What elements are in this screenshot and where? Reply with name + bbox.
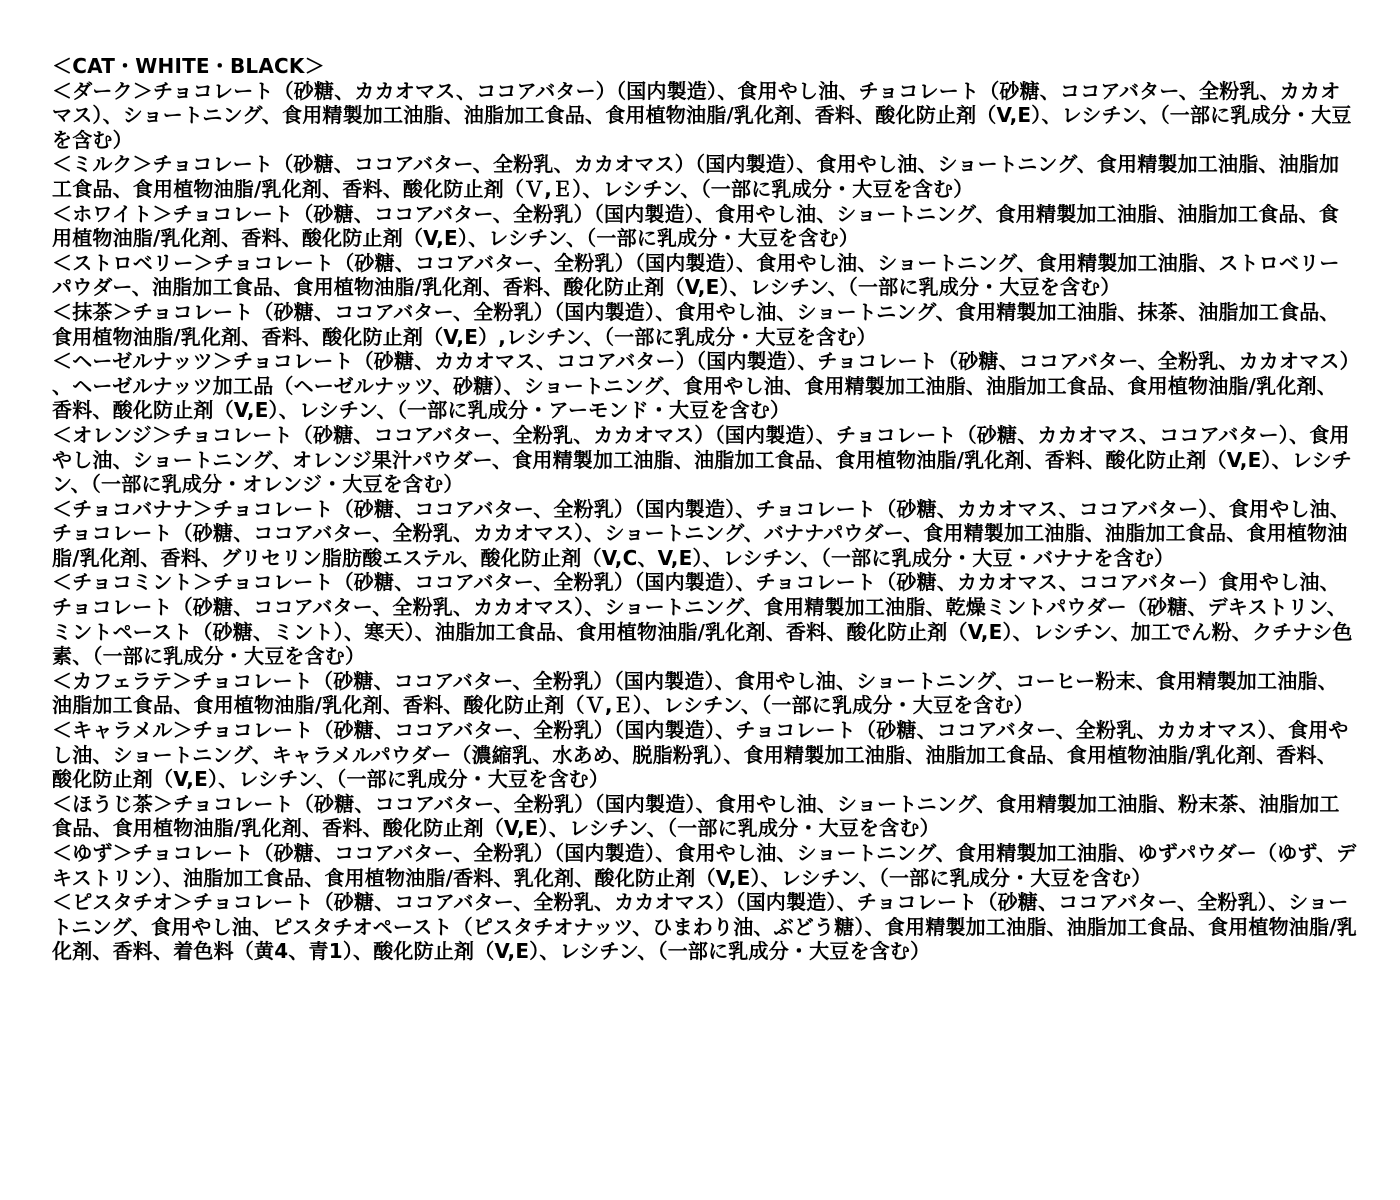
ingredient-entry-caramel: ＜キャラメル＞チョコレート（砂糖、ココアバター、全粉乳）（国内製造）、チョコレート（砂糖、ココアバター、全粉乳、カカオマス）、食用やし油、ショートニング、キャラメルパウダー（濃縮乳、水あめ、脱脂粉乳）、食用精製加工油脂、油脂加工食品、食用植物油脂/乳化剤、香料、酸化防止剤（V,E）、レシチン、（一部に乳成分・大豆を含む） xyxy=(52,718,1349,792)
ingredient-entry-cafe-latte: ＜カフェラテ＞チョコレート（砂糖、ココアバター、全粉乳）（国内製造）、食用やし油、ショートニング、コーヒー粉末、食用精製加工油脂、油脂加工食品、食用植物油脂/乳化剤、香料、酸化防止剤（Ｖ,Ｅ）、レシチン、（一部に乳成分・大豆を含む） xyxy=(52,668,1338,718)
ingredient-list xyxy=(52,79,1357,964)
ingredient-entry-white: ＜ホワイト＞チョコレート（砂糖、ココアバター、全粉乳）（国内製造）、食用やし油、ショートニング、食用精製加工油脂、油脂加工食品、食用植物油脂/乳化剤、香料、酸化防止剤（V,E）、レシチン、（一部に乳成分・大豆を含む） xyxy=(52,201,1339,251)
ingredient-entry-yuzu: ＜ゆず＞チョコレート（砂糖、ココアバター、全粉乳）（国内製造）、食用やし油、ショートニング、食用精製加工油脂、ゆずパウダー（ゆず、デキストリン）、油脂加工食品、食用植物油脂/香料、乳化剤、酸化防止剤（V,E）、レシチン、（一部に乳成分・大豆を含む） xyxy=(52,841,1357,890)
ingredient-entry-strawberry: ＜ストロベリー＞チョコレート（砂糖、ココアバター、全粉乳）（国内製造）、食用やし油、ショートニング、食用精製加工油脂、ストロベリーパウダー、油脂加工食品、食用植物油脂/乳化剤、香料、酸化防止剤（V,E）、レシチン、（一部に乳成分・大豆を含む） xyxy=(52,250,1340,300)
document-header: ＜CAT・WHITE・BLACK＞ xyxy=(52,54,325,78)
ingredient-entry-milk: ＜ミルク＞チョコレート（砂糖、ココアバター、全粉乳、カカオマス）（国内製造）、食用やし油、ショートニング、食用精製加工油脂、油脂加工食品、食用植物油脂/乳化剤、香料、酸化防止剤（Ｖ,Ｅ）、レシチン、（一部に乳成分・大豆を含む） xyxy=(52,152,1340,201)
ingredient-entry-hojicha: ＜ほうじ茶＞チョコレート（砂糖、ココアバター、全粉乳）（国内製造）、食用やし油、ショートニング、食用精製加工油脂、粉末茶、油脂加工食品、食用植物油脂/乳化剤、香料、酸化防止剤（V,E）、レシチン、（一部に乳成分・大豆を含む） xyxy=(52,791,1340,841)
ingredient-entry-orange: ＜オレンジ＞チョコレート（砂糖、ココアバター、全粉乳、カカオマス）（国内製造）、チョコレート（砂糖、カカオマス、ココアバター）、食用やし油、ショートニング、オレンジ果汁パウダー、食用精製加工油脂、油脂加工食品、食用植物油脂/乳化剤、香料、酸化防止剤（V,E）、レシチン、（一部に乳成分・オレンジ・大豆を含む） xyxy=(52,422,1352,497)
ingredient-entry-pistachio: ＜ピスタチオ＞チョコレート（砂糖、ココアバター、全粉乳、カカオマス）（国内製造）、チョコレート（砂糖、ココアバター、全粉乳）、ショートニング、食用やし油、ピスタチオペースト（ピスタチオナッツ、ひまわり油、ぶどう糖）、食用精製加工油脂、油脂加工食品、食用植物油脂/乳化剤、香料、着色料（黄4、青1）、酸化防止剤（V,E）、レシチン、（一部に乳成分・大豆を含む） xyxy=(52,890,1357,964)
ingredient-entry-hazelnut: ＜ヘーゼルナッツ＞チョコレート（砂糖、カカオマス、ココアバター）（国内製造）、チョコレート（砂糖、ココアバター、全粉乳、カカオマス）、ヘーゼルナッツ加工品（ヘーゼルナッツ、砂糖）、ショートニング、食用やし油、食用精製加工油脂、油脂加工食品、食用植物油脂/乳化剤、香料、酸化防止剤（V,E）、レシチン、（一部に乳成分・アーモンド・大豆を含む） xyxy=(52,349,1350,423)
ingredient-entry-choco-mint: ＜チョコミント＞チョコレート（砂糖、ココアバター、全粉乳）（国内製造）、チョコレート（砂糖、カカオマス、ココアバター）食用やし油、チョコレート（砂糖、ココアバター、全粉乳、カカオマス）、ショートニング、食用精製加工油脂、乾燥ミントパウダー（砂糖、デキストリン、ミントペースト（砂糖、ミント）、寒天）、油脂加工食品、食用植物油脂/乳化剤、香料、酸化防止剤（V,E）、レシチン、加工でん粉、クチナシ色素、（一部に乳成分・大豆を含む） xyxy=(52,570,1353,669)
ingredient-entry-matcha: ＜抹茶＞チョコレート（砂糖、ココアバター、全粉乳）（国内製造）、食用やし油、ショートニング、食用精製加工油脂、抹茶、油脂加工食品、食用植物油脂/乳化剤、香料、酸化防止剤（V,E）,レシチン、（一部に乳成分・大豆を含む） xyxy=(52,299,1340,349)
ingredients-document xyxy=(52,54,1357,964)
ingredient-entry-dark: ＜ダーク＞チョコレート（砂糖、カカオマス、ココアバター）（国内製造）、食用やし油、チョコレート（砂糖、ココアバター、全粉乳、カカオマス）、ショートニング、食用精製加工油脂、油脂加工食品、食用植物油脂/乳化剤、香料、酸化防止剤（V,E）、レシチン、（一部に乳成分・大豆を含む） xyxy=(52,78,1352,152)
ingredient-entry-choco-banana: ＜チョコバナナ＞チョコレート（砂糖、ココアバター、全粉乳）（国内製造）、チョコレート（砂糖、カカオマス、ココアバター）、食用やし油、チョコレート（砂糖、ココアバター、全粉乳、カカオマス）、ショートニング、バナナパウダー、食用精製加工油脂、油脂加工食品、食用植物油脂/乳化剤、香料、グリセリン脂肪酸エステル、酸化防止剤（V,C、V,E）、レシチン、（一部に乳成分・大豆・バナナを含む） xyxy=(52,496,1350,570)
